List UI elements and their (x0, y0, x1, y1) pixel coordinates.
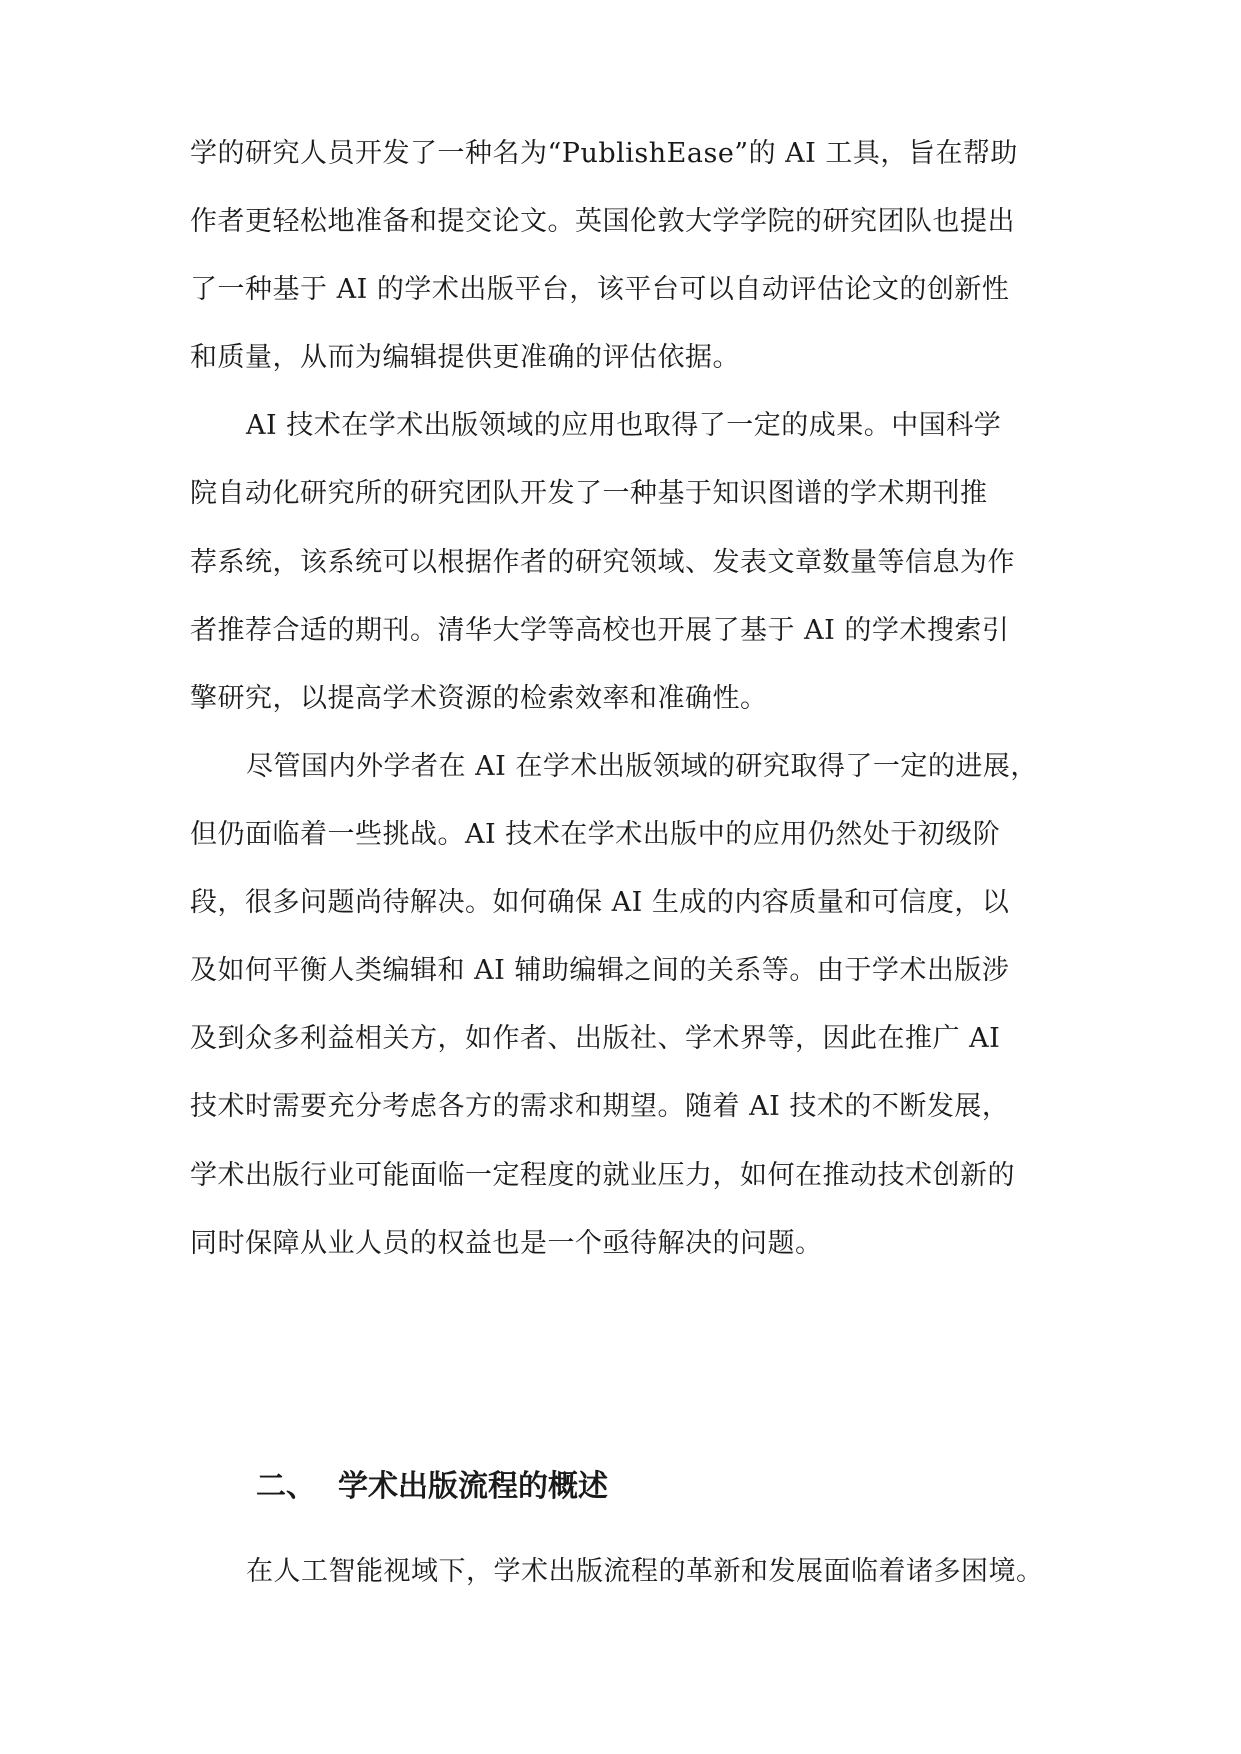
section-number: 二、 (256, 1469, 316, 1504)
section-title: 学术出版流程的概述 (338, 1469, 608, 1504)
section-heading (256, 1466, 608, 1508)
paragraph-line: 荐系统，该系统可以根据作者的研究领域、发表文章数量等信息为作 (190, 547, 1015, 578)
paragraph-line: 院自动化研究所的研究团队开发了一种基于知识图谱的学术期刊推 (190, 478, 988, 509)
paragraph-line: 作者更轻松地准备和提交论文。英国伦敦大学学院的研究团队也提出 (190, 206, 1015, 237)
paragraph-line: 同时保障从业人员的权益也是一个亟待解决的问题。 (190, 1228, 823, 1259)
paragraph-line: 及到众多利益相关方，如作者、出版社、学术界等，因此在推广 AI (190, 1023, 1001, 1054)
paragraph-line: 了一种基于 AI 的学术出版平台，该平台可以自动评估论文的创新性 (190, 274, 1010, 305)
paragraph-line: 段，很多问题尚待解决。如何确保 AI 生成的内容质量和可信度，以 (190, 887, 1010, 918)
paragraph-line: 和质量，从而为编辑提供更准确的评估依据。 (190, 342, 740, 373)
paragraph-line: 尽管国内外学者在 AI 在学术出版领域的研究取得了一定的进展， (246, 751, 1038, 782)
paragraph-line: 技术时需要充分考虑各方的需求和期望。随着 AI 技术的不断发展， (190, 1091, 1010, 1122)
paragraph-line: 及如何平衡人类编辑和 AI 辅助编辑之间的关系等。由于学术出版涉 (190, 955, 1010, 986)
paragraph-line: 学术出版行业可能面临一定程度的就业压力，如何在推动技术创新的 (190, 1160, 1015, 1191)
paragraph-line: 在人工智能视域下，学术出版流程的革新和发展面临着诸多困境。 (246, 1556, 1044, 1587)
paragraph-line: AI 技术在学术出版领域的应用也取得了一定的成果。中国科学 (246, 410, 1002, 441)
paragraph-line: 学的研究人员开发了一种名为“PublishEase”的 AI 工具，旨在帮助 (190, 138, 1018, 169)
paragraph-line: 但仍面临着一些挑战。AI 技术在学术出版中的应用仍然处于初级阶 (190, 819, 1001, 850)
paragraph-line: 擎研究，以提高学术资源的检索效率和准确性。 (190, 683, 768, 714)
paragraph-line: 者推荐合适的期刊。清华大学等高校也开展了基于 AI 的学术搜索引 (190, 615, 1010, 646)
